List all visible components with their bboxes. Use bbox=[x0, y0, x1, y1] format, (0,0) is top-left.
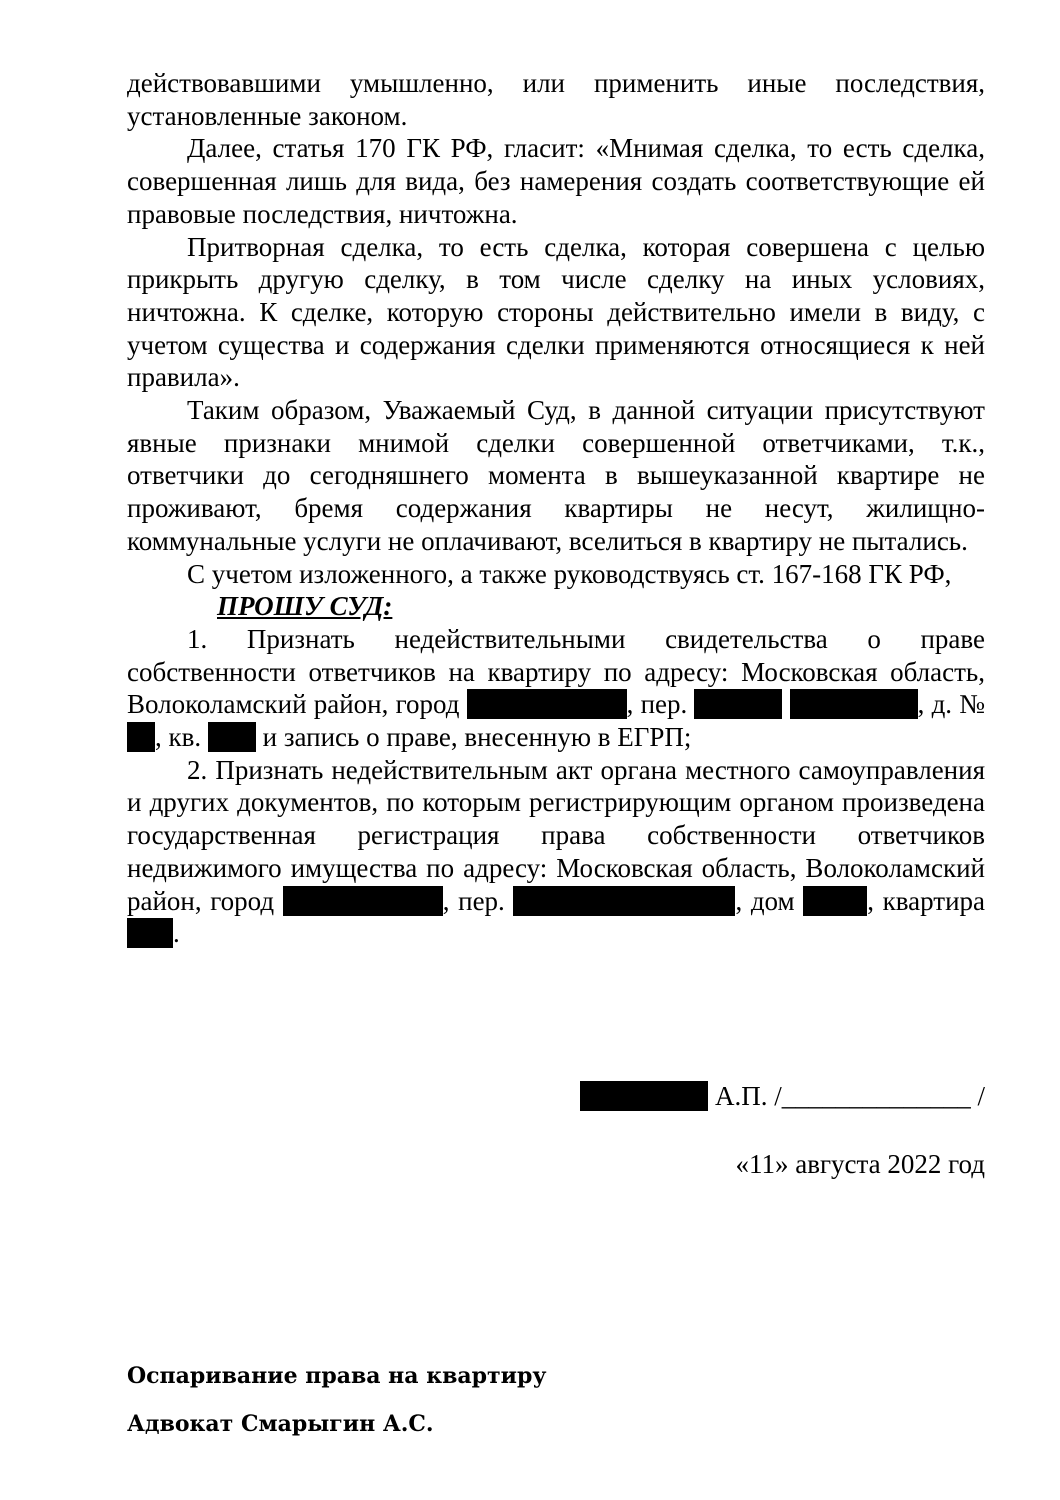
paragraph-5: С учетом изложенного, а также руководствуясь ст. 167-168 ГК РФ, bbox=[187, 558, 952, 589]
redaction-block bbox=[513, 886, 735, 916]
redaction-block bbox=[127, 722, 155, 752]
redaction-block bbox=[803, 886, 867, 916]
item-2-text-a: 2. Признать недействительным акт органа местного самоуправления и других документов, по которым регистрирующим органом произведена государственная регистрация права собственности ответчиков недвижимого имущества по адресу: Московская область, Волоколамский район, город bbox=[127, 754, 985, 916]
item-1-text-c: , д. № bbox=[917, 689, 985, 720]
paragraph-2: Далее, статья 170 ГК РФ, гласит: «Мнимая сделка, то есть сделка, совершенная лишь для вида, без намерения создать соответствующие ей правовые последствия, ничтожна. bbox=[127, 133, 985, 229]
redaction-block bbox=[208, 722, 256, 752]
request-heading: ПРОШУ СУД: bbox=[217, 591, 393, 622]
item-2-text-e: . bbox=[173, 918, 180, 949]
signature-text: А.П. /______________ / bbox=[708, 1081, 985, 1111]
redaction-block bbox=[467, 689, 627, 719]
item-1-text-d: , кв. bbox=[155, 722, 208, 753]
paragraph-3: Притворная сделка, то есть сделка, которая совершена с целью прикрыть другую сделку, в том числе сделку на иных условиях, ничтожна. К сделке, которую стороны действительно имели в виду, с учетом существа и содержания сделки применяются относящиеся к ней правила». bbox=[127, 231, 985, 393]
footer-title: Оспаривание права на квартиру bbox=[127, 1363, 547, 1389]
signature-line bbox=[580, 1080, 985, 1112]
item-1-text-b: , пер. bbox=[626, 689, 695, 720]
redaction-block bbox=[283, 886, 443, 916]
document-date: «11» августа 2022 год bbox=[735, 1149, 985, 1179]
redaction-block bbox=[694, 689, 782, 719]
item-2-text-b: , пер. bbox=[442, 885, 514, 916]
item-2-text-d: , квартира bbox=[867, 885, 985, 916]
redaction-block bbox=[790, 689, 918, 719]
paragraph-4: Таким образом, Уважаемый Суд, в данной ситуации присутствуют явные признаки мнимой сделки совершенной ответчиками, т.к., ответчики до сегодняшнего момента в вышеуказанной квартире не проживают, бремя содержания квартиры не несут, жилищно-коммунальные услуги не оплачивают, вселиться в квартиру не пытались. bbox=[127, 395, 985, 556]
footer-author: Адвокат Смарыгин А.С. bbox=[127, 1411, 434, 1437]
item-1-text-a: 1. Признать недействительными свидетельства о праве собственности ответчиков на квартиру по адресу: Московская область, Волоколамский район, город bbox=[127, 623, 985, 720]
item-1-text-e: и запись о праве, внесенную в ЕГРП; bbox=[255, 722, 692, 753]
request-item-1 bbox=[127, 623, 985, 754]
paragraph-1: действовавшими умышленно, или применить иные последствия, установленные законом. bbox=[127, 68, 985, 131]
item-2-text-c: , дом bbox=[735, 885, 804, 916]
document-body bbox=[127, 67, 985, 950]
redaction-block bbox=[580, 1081, 708, 1111]
request-item-2 bbox=[127, 754, 985, 950]
redaction-block bbox=[127, 918, 173, 948]
